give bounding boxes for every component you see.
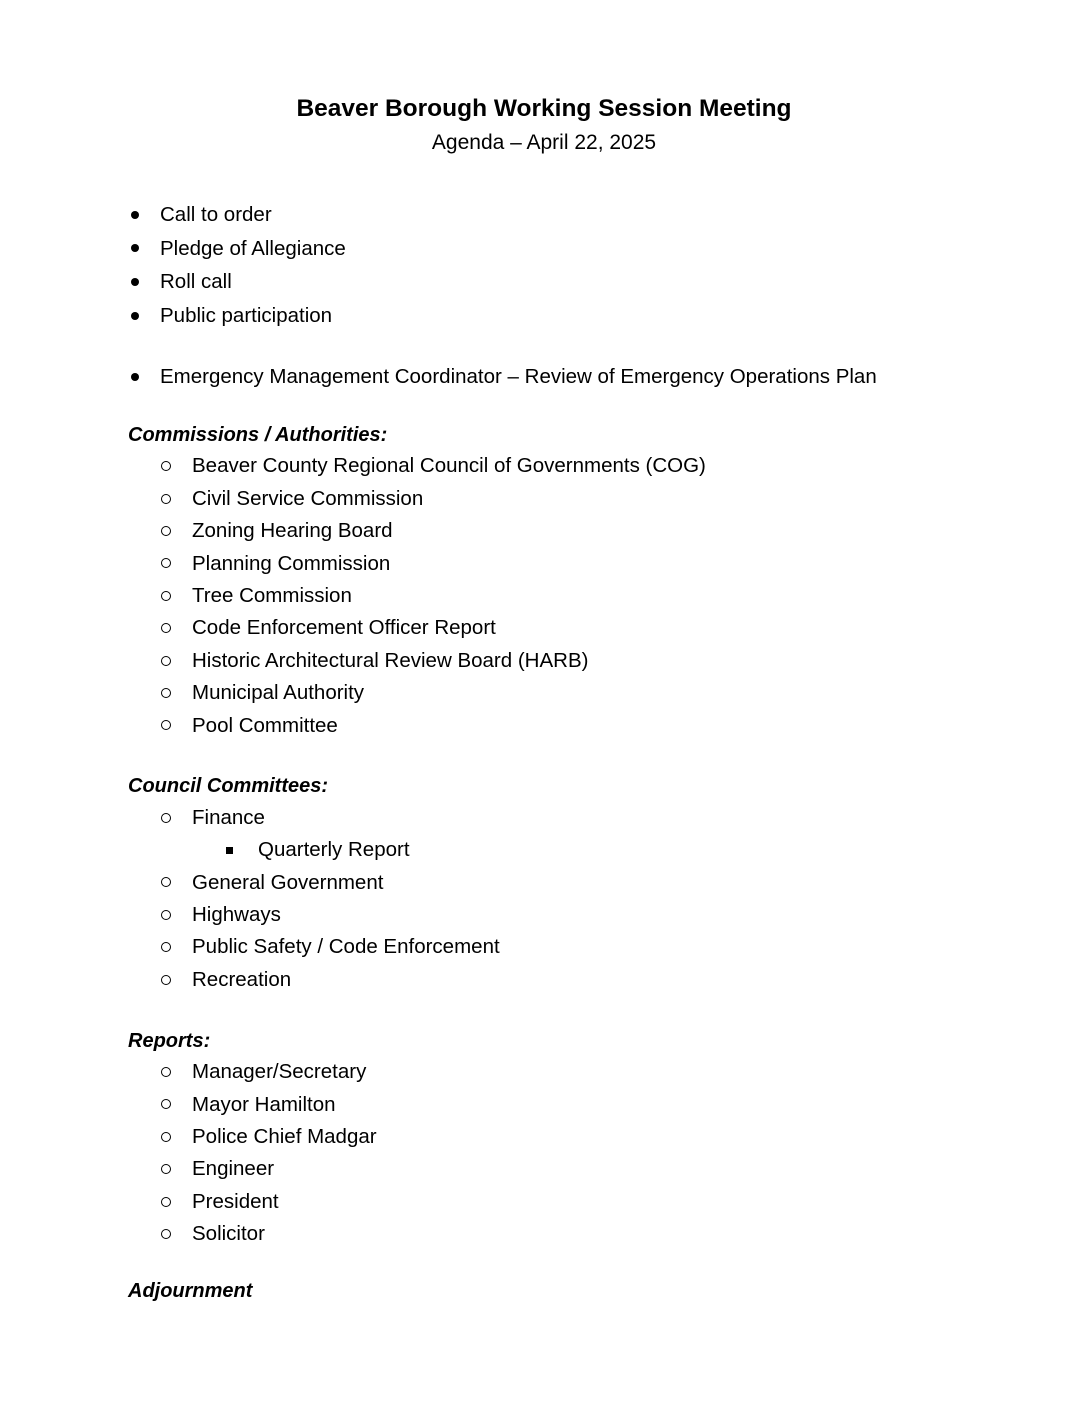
bullet-cell <box>128 373 160 381</box>
commissions-list <box>128 450 988 742</box>
bullet-cell <box>128 942 192 952</box>
bullet-disc-icon <box>131 244 139 252</box>
list-item-text: Beaver County Regional Council of Governments (COG) <box>192 454 706 478</box>
list-item-text: Solicitor <box>192 1222 265 1246</box>
bullet-cell <box>128 1197 192 1207</box>
list-item-text: Tree Commission <box>192 583 352 607</box>
bullet-cell <box>128 244 160 252</box>
list-item-text: Public participation <box>160 303 333 327</box>
bullet-cell <box>128 1164 192 1174</box>
bullet-circle-icon <box>161 910 171 920</box>
bullet-cell <box>128 1229 192 1239</box>
list-item <box>128 265 988 299</box>
bullet-circle-icon <box>161 623 171 633</box>
list-item <box>128 450 988 482</box>
list-item <box>128 547 988 579</box>
list-subitem <box>128 834 988 866</box>
list-item <box>128 1218 988 1250</box>
bullet-disc-icon <box>131 312 139 320</box>
list-item-text: Civil Service Commission <box>192 486 424 510</box>
section-heading-reports: Reports: <box>128 1029 211 1052</box>
list-item <box>128 677 988 709</box>
bullet-cell <box>128 312 160 320</box>
list-item-text: Highways <box>192 903 281 927</box>
section-heading-commissions: Commissions / Authorities: <box>128 423 388 446</box>
bullet-circle-icon <box>161 558 171 568</box>
bullet-circle-icon <box>161 975 171 985</box>
list-item-text: Planning Commission <box>192 551 391 575</box>
bullet-cell <box>128 656 192 666</box>
list-item <box>128 482 988 514</box>
bullet-circle-icon <box>161 720 171 730</box>
bullet-circle-icon <box>161 1229 171 1239</box>
list-item-text: Code Enforcement Officer Report <box>192 616 496 640</box>
list-item-text: Roll call <box>160 270 232 294</box>
bullet-circle-icon <box>161 591 171 601</box>
list-item <box>128 299 988 333</box>
bullet-disc-icon <box>131 211 139 219</box>
bullet-cell <box>128 877 192 887</box>
list-item-text: Engineer <box>192 1157 275 1181</box>
bullet-cell <box>128 910 192 920</box>
list-item-text: Recreation <box>192 967 292 991</box>
bullet-cell <box>128 623 192 633</box>
bullet-circle-icon <box>161 813 171 823</box>
committees-list <box>128 801 988 995</box>
list-item <box>128 644 988 676</box>
bullet-cell <box>128 1067 192 1077</box>
bullet-circle-icon <box>161 877 171 887</box>
list-item <box>128 580 988 612</box>
bullet-circle-icon <box>161 656 171 666</box>
bullet-cell <box>128 494 192 504</box>
bullet-cell <box>128 1132 192 1142</box>
bullet-cell <box>128 847 258 854</box>
bullet-circle-icon <box>161 526 171 536</box>
bullet-square-icon <box>226 847 233 854</box>
closing-heading: Adjournment <box>128 1280 253 1303</box>
list-item-text: Pledge of Allegiance <box>160 236 346 260</box>
section-heading-committees: Council Committees: <box>128 775 329 798</box>
emergency-item-list <box>128 360 988 394</box>
bullet-cell <box>128 688 192 698</box>
list-item <box>128 612 988 644</box>
bullet-circle-icon <box>161 688 171 698</box>
bullet-cell <box>128 813 192 823</box>
list-item <box>128 899 988 931</box>
list-item-text: President <box>192 1189 279 1213</box>
bullet-circle-icon <box>161 1067 171 1077</box>
bullet-cell <box>128 211 160 219</box>
bullet-circle-icon <box>161 1197 171 1207</box>
opening-items-list <box>128 198 988 332</box>
list-subitem-text: Quarterly Report <box>258 838 410 862</box>
list-item <box>128 1121 988 1153</box>
list-item-text: Mayor Hamilton <box>192 1092 336 1116</box>
bullet-cell <box>128 278 160 286</box>
list-item <box>128 709 988 741</box>
list-item <box>128 1153 988 1185</box>
bullet-cell <box>128 526 192 536</box>
list-item <box>128 801 988 833</box>
bullet-cell <box>128 591 192 601</box>
list-item-text: Police Chief Madgar <box>192 1125 377 1149</box>
list-item-text: General Government <box>192 870 384 894</box>
bullet-cell <box>128 1099 192 1109</box>
list-item <box>128 515 988 547</box>
list-item-text: Manager/Secretary <box>192 1060 367 1084</box>
list-item-text: Zoning Hearing Board <box>192 519 393 543</box>
list-item-text: Municipal Authority <box>192 681 365 705</box>
reports-list <box>128 1056 988 1250</box>
bullet-cell <box>128 720 192 730</box>
list-item <box>128 1088 988 1120</box>
bullet-circle-icon <box>161 942 171 952</box>
list-item <box>128 1185 988 1217</box>
list-item-text: Emergency Management Coordinator – Review of Emergency Operations Plan <box>160 365 877 389</box>
bullet-circle-icon <box>161 1132 171 1142</box>
list-item <box>128 232 988 266</box>
bullet-circle-icon <box>161 461 171 471</box>
list-item <box>128 1056 988 1088</box>
list-item <box>128 360 988 394</box>
bullet-cell <box>128 461 192 471</box>
list-item-text: Finance <box>192 805 265 829</box>
list-item <box>128 931 988 963</box>
bullet-circle-icon <box>161 494 171 504</box>
list-item-text: Public Safety / Code Enforcement <box>192 935 500 959</box>
list-item <box>128 198 988 232</box>
bullet-circle-icon <box>161 1164 171 1174</box>
list-item-text: Historic Architectural Review Board (HARB) <box>192 648 589 672</box>
list-item-text: Call to order <box>160 203 272 227</box>
bullet-disc-icon <box>131 278 139 286</box>
page-title: Beaver Borough Working Session Meeting <box>296 95 792 122</box>
bullet-cell <box>128 558 192 568</box>
bullet-circle-icon <box>161 1099 171 1109</box>
bullet-cell <box>128 975 192 985</box>
list-item-text: Pool Committee <box>192 713 338 737</box>
bullet-disc-icon <box>131 373 139 381</box>
list-item <box>128 866 988 898</box>
list-item <box>128 963 988 995</box>
page-subtitle: Agenda – April 22, 2025 <box>431 131 657 154</box>
